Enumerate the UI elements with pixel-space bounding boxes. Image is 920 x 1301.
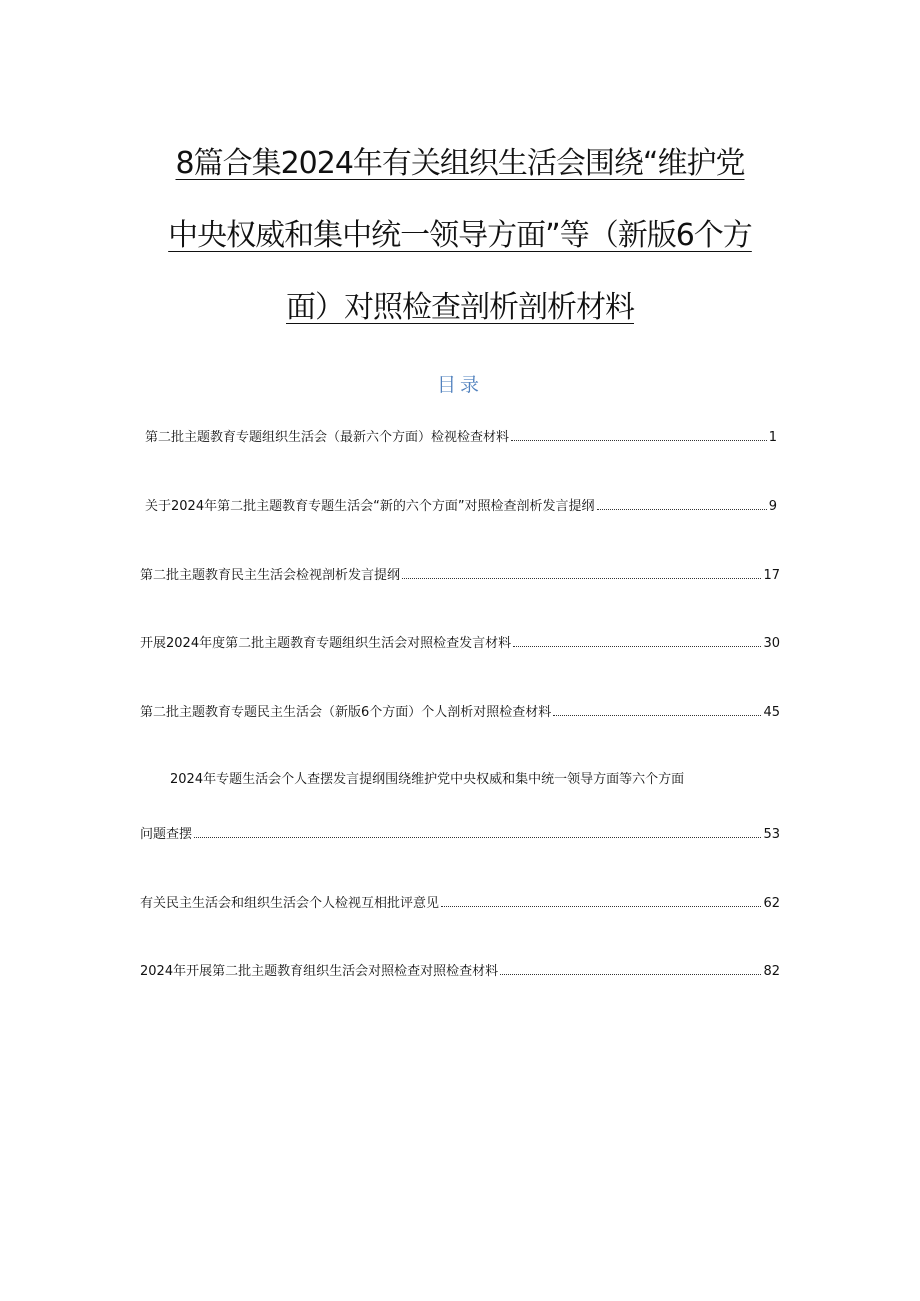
toc-page-number: 9	[768, 499, 777, 514]
title-line-3: 面）对照检查剖析剖析材料	[286, 290, 634, 325]
toc-heading: 目录	[436, 374, 483, 396]
toc-page-number: 82	[763, 964, 780, 979]
document-title	[110, 128, 810, 344]
toc-entry[interactable]	[140, 962, 780, 982]
toc-entry[interactable]	[140, 703, 780, 723]
toc-entry-text: 第二批主题教育专题组织生活会（最新六个方面）检视检查材料	[145, 430, 510, 445]
toc-page-number: 45	[763, 705, 780, 720]
title-line-2: 中央权威和集中统一领导方面”等（新版6个方	[168, 218, 752, 253]
toc-leader-dots	[194, 837, 761, 838]
toc-entry[interactable]	[140, 825, 780, 845]
toc-entry[interactable]	[140, 634, 780, 654]
toc-leader-dots	[500, 974, 761, 975]
toc-entry-text: 问题查摆	[140, 827, 193, 842]
toc-entry[interactable]	[140, 566, 780, 586]
toc-page-number: 53	[763, 827, 780, 842]
toc-entry-text: 有关民主生活会和组织生活会个人检视互相批评意见	[140, 896, 440, 911]
toc-entry-text: 2024年开展第二批主题教育组织生活会对照检查对照检查材料	[140, 964, 499, 979]
toc-entry[interactable]	[140, 894, 780, 914]
toc-entry[interactable]	[145, 428, 777, 448]
toc-entry-wrapped-line[interactable]: 2024年专题生活会个人查摆发言提纲围绕维护党中央权威和集中统一领导方面等六个方面	[170, 772, 685, 787]
toc-leader-dots	[402, 578, 761, 579]
toc-page-number: 17	[763, 568, 780, 583]
toc-entry-text: 关于2024年第二批主题教育专题生活会“新的六个方面”对照检查剖析发言提纲	[145, 499, 595, 514]
toc-entry-text: 第二批主题教育民主生活会检视剖析发言提纲	[140, 568, 401, 583]
toc-page-number: 30	[763, 636, 780, 651]
toc-page-number: 1	[768, 430, 777, 445]
toc-entry-text: 第二批主题教育专题民主生活会（新版6个方面）个人剖析对照检查材料	[140, 705, 552, 720]
toc-entry[interactable]	[145, 497, 777, 517]
toc-entry-text: 开展2024年度第二批主题教育专题组织生活会对照检查发言材料	[140, 636, 512, 651]
toc-leader-dots	[597, 509, 767, 510]
toc-leader-dots	[513, 646, 761, 647]
toc-page-number: 62	[763, 896, 780, 911]
toc-leader-dots	[553, 715, 761, 716]
toc-leader-dots	[511, 440, 767, 441]
toc-leader-dots	[441, 906, 761, 907]
title-line-1: 8篇合集2024年有关组织生活会围绕“维护党	[175, 146, 745, 181]
